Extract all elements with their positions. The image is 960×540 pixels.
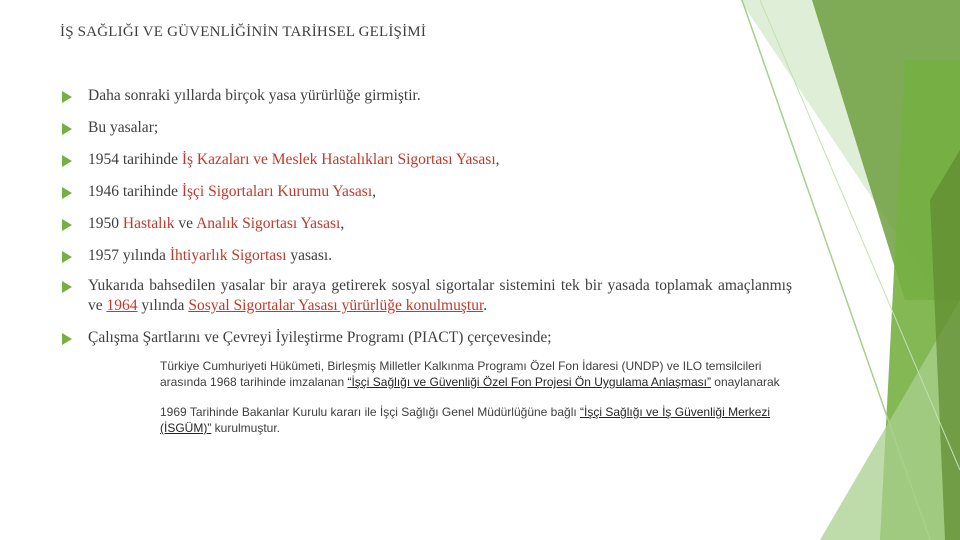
bullet-text: yılında — [119, 247, 170, 264]
bullet-text: yasası. — [286, 247, 333, 264]
year-1954: 1954 — [88, 151, 119, 168]
bullet-text: Yukarıda bahsedilen yasalar bir araya getirerek sosyal sigortalar sistemini tek bir yasada toplamak amaçlanmış ve — [88, 277, 792, 314]
punctuation: , — [495, 151, 500, 168]
law-name-part: Hastalık — [122, 215, 175, 232]
bullet-text: tarihinde — [119, 151, 182, 168]
bullet-text: ve — [174, 215, 197, 232]
bullet-arrow-icon — [62, 187, 72, 199]
bullet-text: Daha sonraki yıllarda birçok yasa yürürlüğe girmiştir. — [88, 87, 421, 104]
bullet-arrow-icon — [62, 123, 72, 135]
bullet-item-7 — [62, 276, 792, 316]
year-1964: 1964 — [106, 297, 138, 314]
law-name: Sosyal Sigortalar Yasası yürürlüğe konulmuştur — [188, 297, 484, 314]
bullet-arrow-icon — [62, 91, 72, 103]
bullet-text: yılında — [137, 297, 189, 314]
bullet-arrow-icon — [62, 333, 72, 345]
slide-title: İŞ SAĞLIĞI VE GÜVENLİĞİNİN TARİHSEL GELİŞİMİ — [60, 24, 427, 40]
agreement-name: “İşçi Sağlığı ve Güvenliği Özel Fon Projesi Ön Uygulama Anlaşması” — [347, 375, 711, 389]
bullet-item-8 — [62, 328, 552, 348]
bullet-text: tarihinde — [119, 183, 182, 200]
bullet-arrow-icon — [62, 219, 72, 231]
punctuation: , — [372, 183, 377, 200]
sub-paragraph-1969 — [160, 404, 790, 436]
paragraph-text: 1969 Tarihinde Bakanlar Kurulu kararı ile İşçi Sağlığı Genel Müdürlüğüne bağlı — [160, 405, 581, 419]
center-name: “İşçi Sağlığı ve İş Güvenliği Merkezi (İSGÜM)” — [160, 405, 771, 435]
law-name: Analık Sigortası Yasası — [196, 215, 341, 232]
paragraph-text: onaylanarak — [710, 375, 780, 389]
law-name: İşçi Sigortaları Kurumu Yasası — [181, 183, 373, 200]
bullet-text: Çalışma Şartlarını ve Çevreyi İyileştirme Programı (PIACT) çerçevesinde; — [88, 329, 552, 346]
bullet-item-6 — [62, 246, 332, 266]
bullet-item-5 — [62, 214, 344, 234]
bullet-arrow-icon — [62, 155, 72, 167]
bullet-arrow-icon — [62, 251, 72, 263]
year-1957: 1957 — [88, 247, 119, 264]
punctuation: , — [340, 215, 345, 232]
law-name: İhtiyarlık Sigortası — [169, 247, 287, 264]
year-1950: 1950 — [88, 215, 119, 232]
year-1946: 1946 — [88, 183, 119, 200]
bullet-arrow-icon — [62, 281, 72, 293]
bullet-item-3 — [62, 150, 500, 170]
punctuation: . — [483, 297, 488, 314]
paragraph-text: kurulmuştur. — [211, 421, 281, 435]
paragraph-text: Türkiye Cumhuriyeti Hükümeti, Birleşmiş Milletler Kalkınma Programı Özel Fon İdaresi (UNDP) ve ILO temsilcileri arasında 1968 tarihinde imzalanan — [160, 359, 762, 389]
bullet-text: Bu yasalar; — [88, 119, 159, 136]
law-name: İş Kazaları ve Meslek Hastalıkları Sigortası Yasası — [181, 151, 496, 168]
bullet-item-1 — [62, 86, 421, 106]
bullet-item-4 — [62, 182, 376, 202]
bullet-item-2 — [62, 118, 158, 138]
sub-paragraph-1968 — [160, 358, 790, 390]
